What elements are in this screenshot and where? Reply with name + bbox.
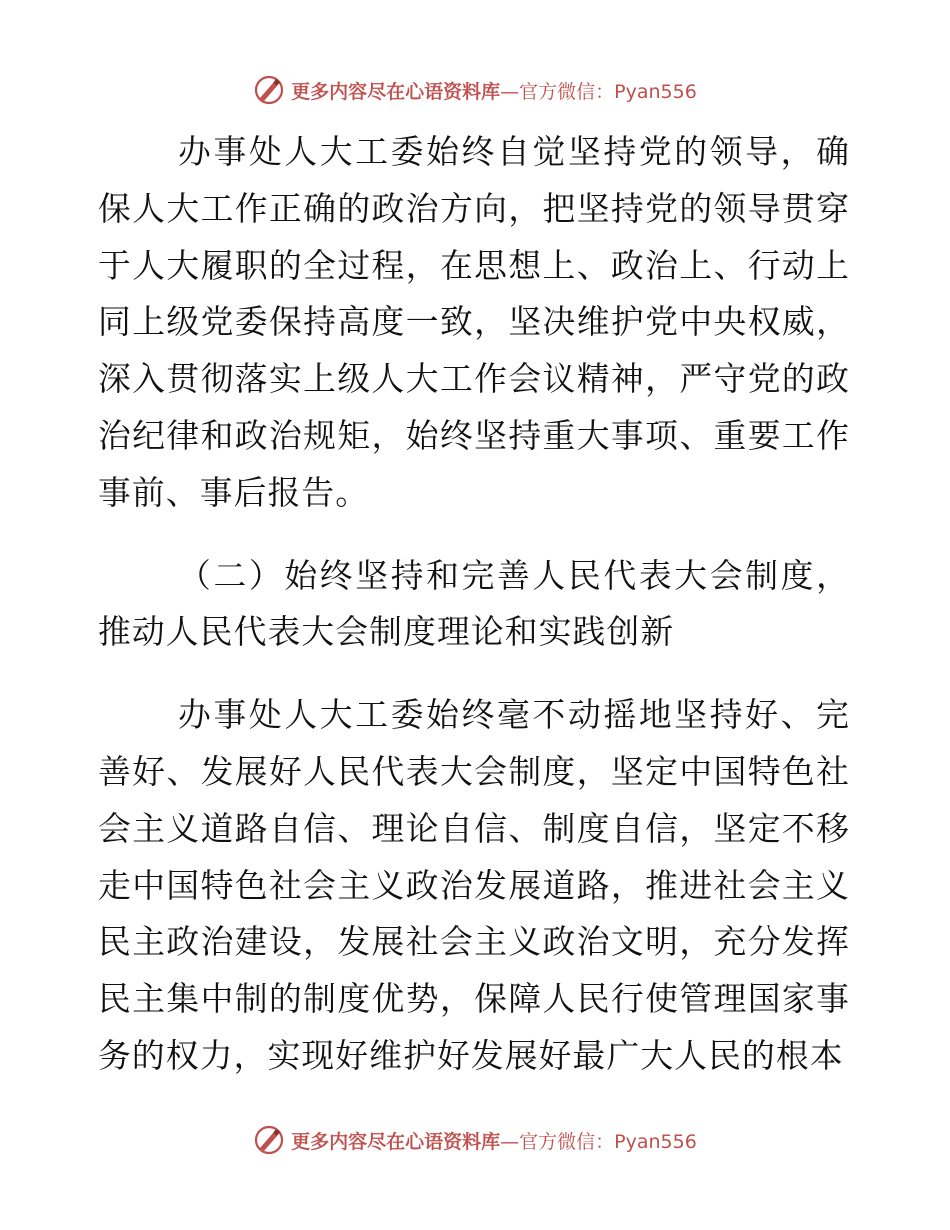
pen-logo-icon [253, 1124, 285, 1156]
watermark-primary-text: 更多内容尽在心语资料库 [291, 80, 501, 103]
footer-watermark [0, 1124, 950, 1156]
body-paragraph-2: 办事处人大工委始终毫不动摇地坚持好、完善好、发展好人民代表大会制度，坚定中国特色社会主义道路自信、理论自信、制度自信，坚定不移走中国特色社会主义政治发展道路，推进社会主义民主政治建设，发展社会主义政治文明，充分发挥民主集中制的制度优势，保障人民行使管理国家事务的权力，实现好维护好发展好最广大人民的根本 [98, 696, 850, 1075]
header-watermark [0, 74, 950, 106]
document-body [98, 124, 850, 1085]
watermark-secondary-text: —官方微信：Pyan556 [500, 80, 697, 103]
body-paragraph-1: 办事处人大工委始终自觉坚持党的领导，确保人大工作正确的政治方向，把坚持党的领导贯穿于人大履职的全过程，在思想上、政治上、行动上同上级党委保持高度一致，坚决维护党中央权威，深入贯彻落实上级人大工作会议精神，严守党的政治纪律和政治规矩，始终坚持重大事项、重要工作事前、事后报告。 [98, 133, 850, 512]
watermark-secondary-text-footer: —官方微信：Pyan556 [500, 1130, 697, 1153]
section-heading: （二）始终坚持和完善人民代表大会制度，推动人民代表大会制度理论和实践创新 [98, 556, 850, 652]
pen-logo-icon [253, 74, 285, 106]
watermark-primary-text-footer: 更多内容尽在心语资料库 [291, 1130, 501, 1153]
